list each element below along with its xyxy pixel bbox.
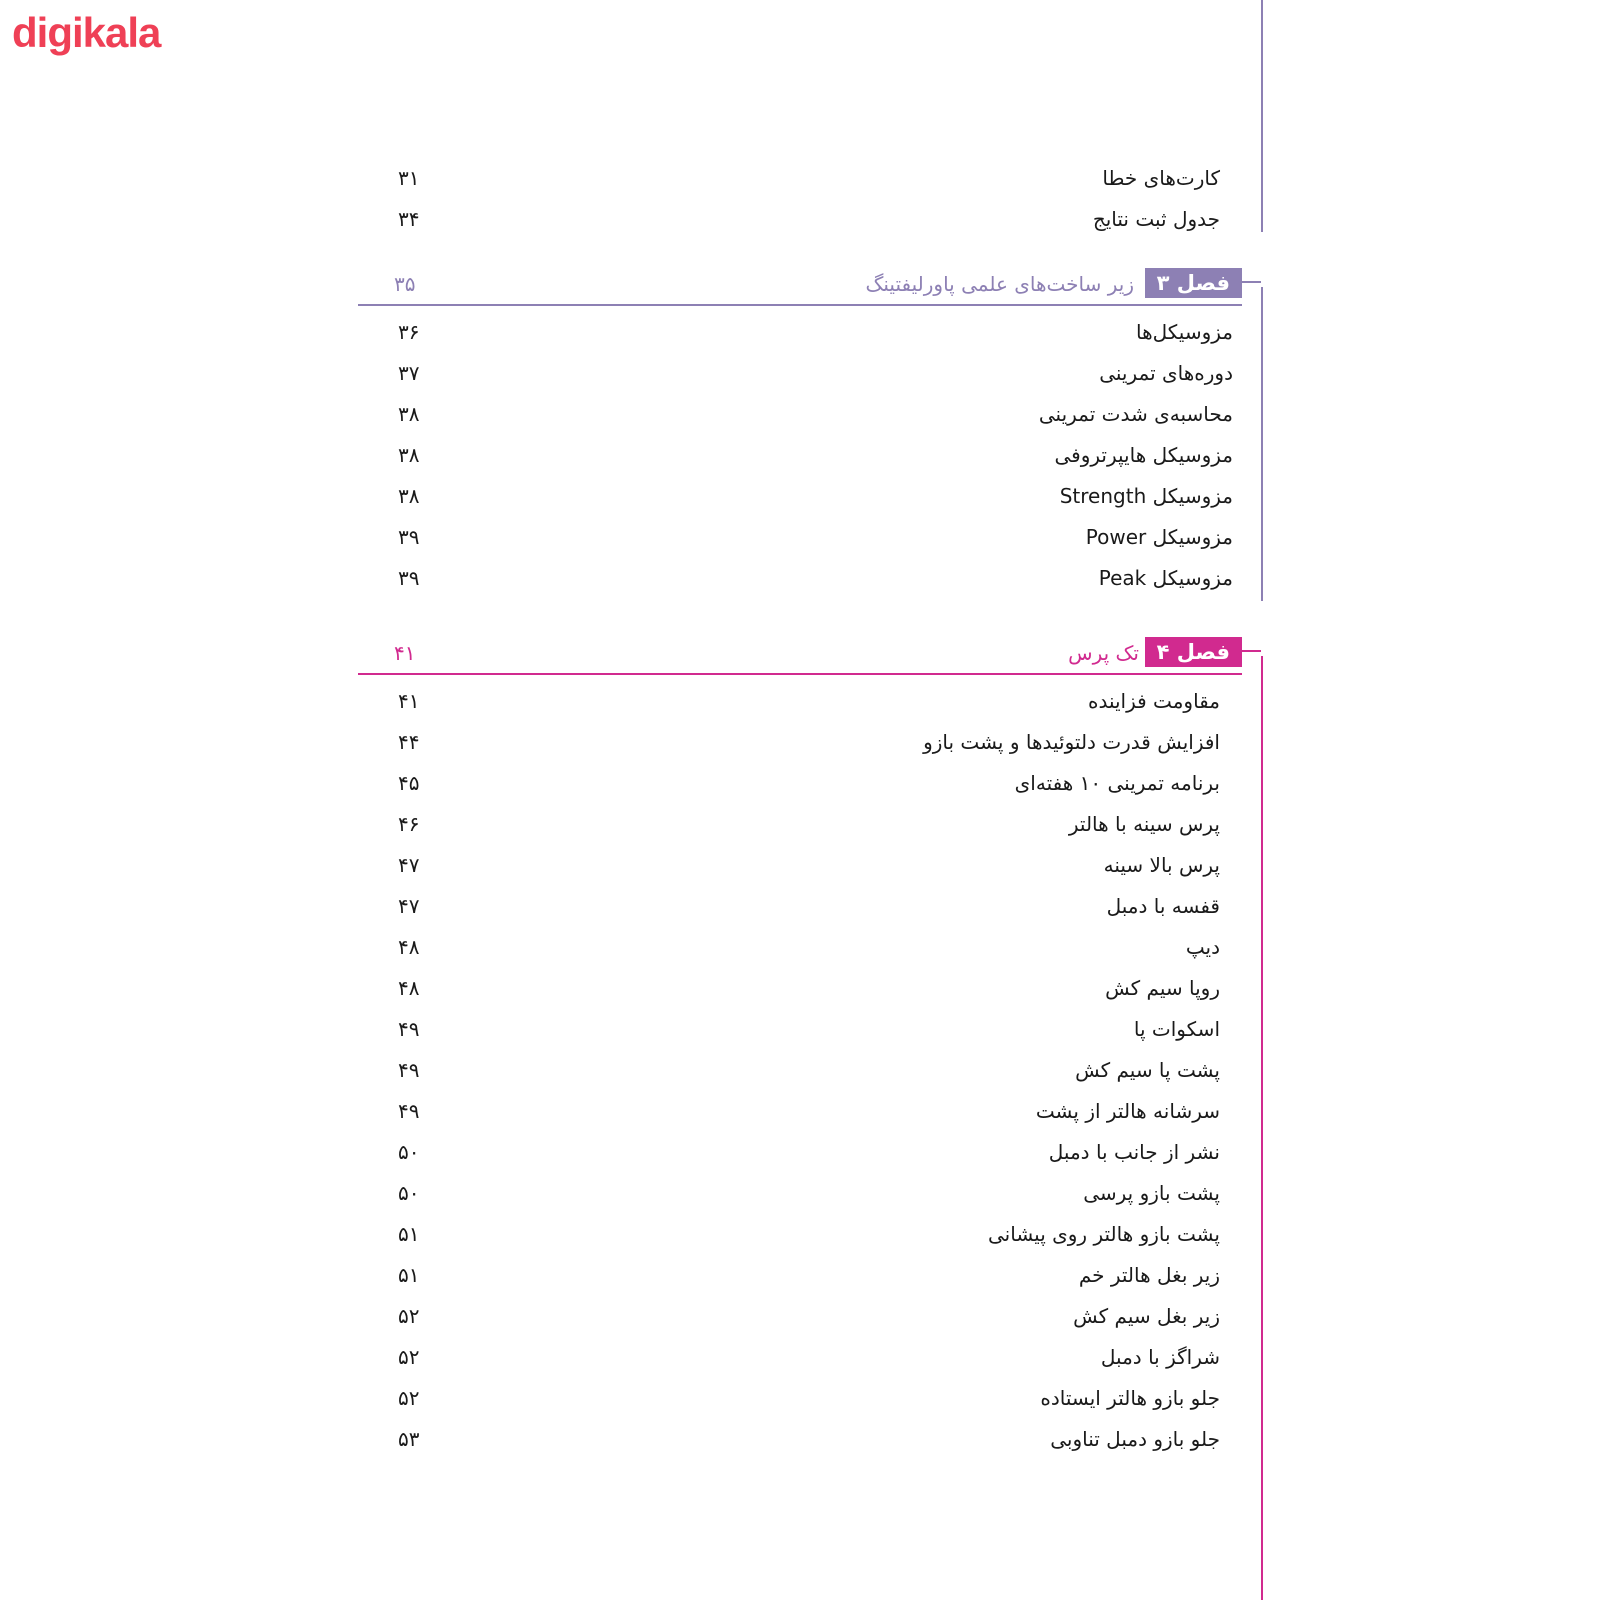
toc-entry [380,1255,1220,1295]
chapter-4-title: تک پرس [1068,641,1139,665]
toc-entry-title: پشت بازو هالتر روی پیشانی [987,1222,1220,1246]
toc-entry-title: افزایش قدرت دلتوئیدها و پشت بازو [923,730,1220,754]
toc-entry-page: ۳۹ [398,566,420,590]
toc-entry-page: ۵۰ [398,1181,420,1205]
toc-entry [380,394,1233,434]
toc-entry-page: ۴۸ [398,935,420,959]
chapter-4-heading [358,635,1242,675]
toc-entry [380,312,1233,352]
toc-entry-title: پشت پا سیم کش [1075,1058,1220,1082]
chapter-4-page: ۴۱ [394,641,416,665]
toc-entry-page: ۵۱ [398,1263,420,1287]
toc-entry-title: نشر از جانب با دمبل [1048,1140,1220,1164]
toc-entry-page: ۵۰ [398,1140,420,1164]
toc-entry-title: مزوسیکل Power [1085,525,1233,549]
toc-entry-page: ۴۷ [398,894,420,918]
toc-entry [380,968,1220,1008]
toc-entry [380,804,1220,844]
toc-entry-title: زیر بغل هالتر خم [1078,1263,1220,1287]
toc-entry-page: ۴۵ [398,771,420,795]
toc-entry [380,353,1233,393]
toc-entry-title: شراگز با دمبل [1100,1345,1220,1369]
toc-entry [380,845,1220,885]
toc-entry-title: پرس بالا سینه [1103,853,1220,877]
toc-entry-title: جلو بازو هالتر ایستاده [1040,1386,1220,1410]
toc-entry [380,763,1220,803]
toc-entry-title: قفسه با دمبل [1106,894,1220,918]
toc-entry-page: ۴۹ [398,1058,420,1082]
chapter-4-tick [1242,650,1261,652]
toc-entry-title: زیر بغل سیم کش [1073,1304,1220,1328]
toc-entry [380,517,1233,557]
toc-entry [380,435,1233,475]
toc-entry-page: ۳۸ [398,484,420,508]
toc-entry-title: مزوسیکل Strength [1059,484,1233,508]
toc-entry [380,722,1220,762]
toc-entry-page: ۵۱ [398,1222,420,1246]
toc-entry [380,1378,1220,1418]
toc-entry [380,1132,1220,1172]
toc-entry-title: کارت‌های خطا [1102,166,1220,190]
toc-entry-title: محاسبه‌ی شدت تمرینی [1038,402,1233,426]
toc-entry [380,886,1220,926]
toc-entry-page: ۴۹ [398,1099,420,1123]
toc-entry [380,199,1220,239]
toc-entry-page: ۳۸ [398,443,420,467]
toc-entry-page: ۳۸ [398,402,420,426]
toc-entry-page: ۴۷ [398,853,420,877]
toc-entry [380,1173,1220,1213]
chapter-3-heading [358,266,1242,306]
toc-entry-page: ۴۸ [398,976,420,1000]
toc-entry [380,1050,1220,1090]
chapter-4-rule [358,673,1242,675]
toc-entry-title: اسکوات پا [1133,1017,1220,1041]
margin-rule-top [1261,0,1263,232]
toc-entry [380,681,1220,721]
toc-entry-page: ۴۶ [398,812,420,836]
toc-entry-title: مزوسیکل هایپرتروفی [1054,443,1233,467]
toc-entry-page: ۴۱ [398,689,420,713]
toc-entry-page: ۵۳ [398,1427,420,1451]
chapter-3-title: زیر ساخت‌های علمی پاورلیفتینگ [865,272,1134,296]
toc-entry [380,1214,1220,1254]
toc-entry-title: سرشانه هالتر از پشت [1035,1099,1220,1123]
chapter-3-label: فصل ۳ [1156,271,1230,295]
toc-entry [380,558,1233,598]
toc-entry [380,1009,1220,1049]
toc-entry [380,476,1233,516]
toc-entry-title: مزوسیکل Peak [1098,566,1233,590]
toc-entry [380,1091,1220,1131]
toc-entry-page: ۳۶ [398,320,420,344]
toc-entry-title: جدول ثبت نتایج [1092,207,1220,231]
toc-entry-title: مقاومت فزاینده [1087,689,1220,713]
margin-rule-chapter-3 [1261,287,1263,601]
toc-entry [380,1296,1220,1336]
toc-entry-title: دیپ [1185,935,1220,959]
toc-entry-page: ۴۴ [398,730,420,754]
toc-entry-page: ۳۱ [398,166,420,190]
toc-entry-page: ۳۹ [398,525,420,549]
margin-rule-chapter-4 [1261,656,1263,1600]
toc-entry-page: ۵۲ [398,1386,420,1410]
toc-entry-title: جلو بازو دمبل تناوبی [1050,1427,1220,1451]
chapter-3-badge [1145,268,1242,298]
chapter-3-page: ۳۵ [394,272,416,296]
chapter-3-rule [358,304,1242,306]
toc-entry [380,1419,1220,1459]
digikala-logo: digikala [12,9,161,56]
toc-entry-title: برنامه تمرینی ۱۰ هفته‌ای [1014,771,1220,795]
toc-entry-page: ۵۲ [398,1304,420,1328]
chapter-4-label: فصل ۴ [1156,640,1230,664]
toc-entry-title: پرس سینه با هالتر [1068,812,1220,836]
toc-entry [380,158,1220,198]
toc-entry-title: دوره‌های تمرینی [1099,361,1233,385]
chapter-4-badge [1145,637,1242,667]
toc-entry-title: مزوسیکل‌ها [1135,320,1233,344]
toc-entry-page: ۴۹ [398,1017,420,1041]
toc-entry [380,1337,1220,1377]
toc-entry-title: پشت بازو پرسی [1083,1181,1220,1205]
toc-entry-page: ۳۴ [398,207,420,231]
toc-entry [380,927,1220,967]
toc-entry-title: روپا سیم کش [1105,976,1220,1000]
toc-entry-page: ۳۷ [398,361,420,385]
toc-entry-page: ۵۲ [398,1345,420,1369]
chapter-3-tick [1242,281,1261,283]
